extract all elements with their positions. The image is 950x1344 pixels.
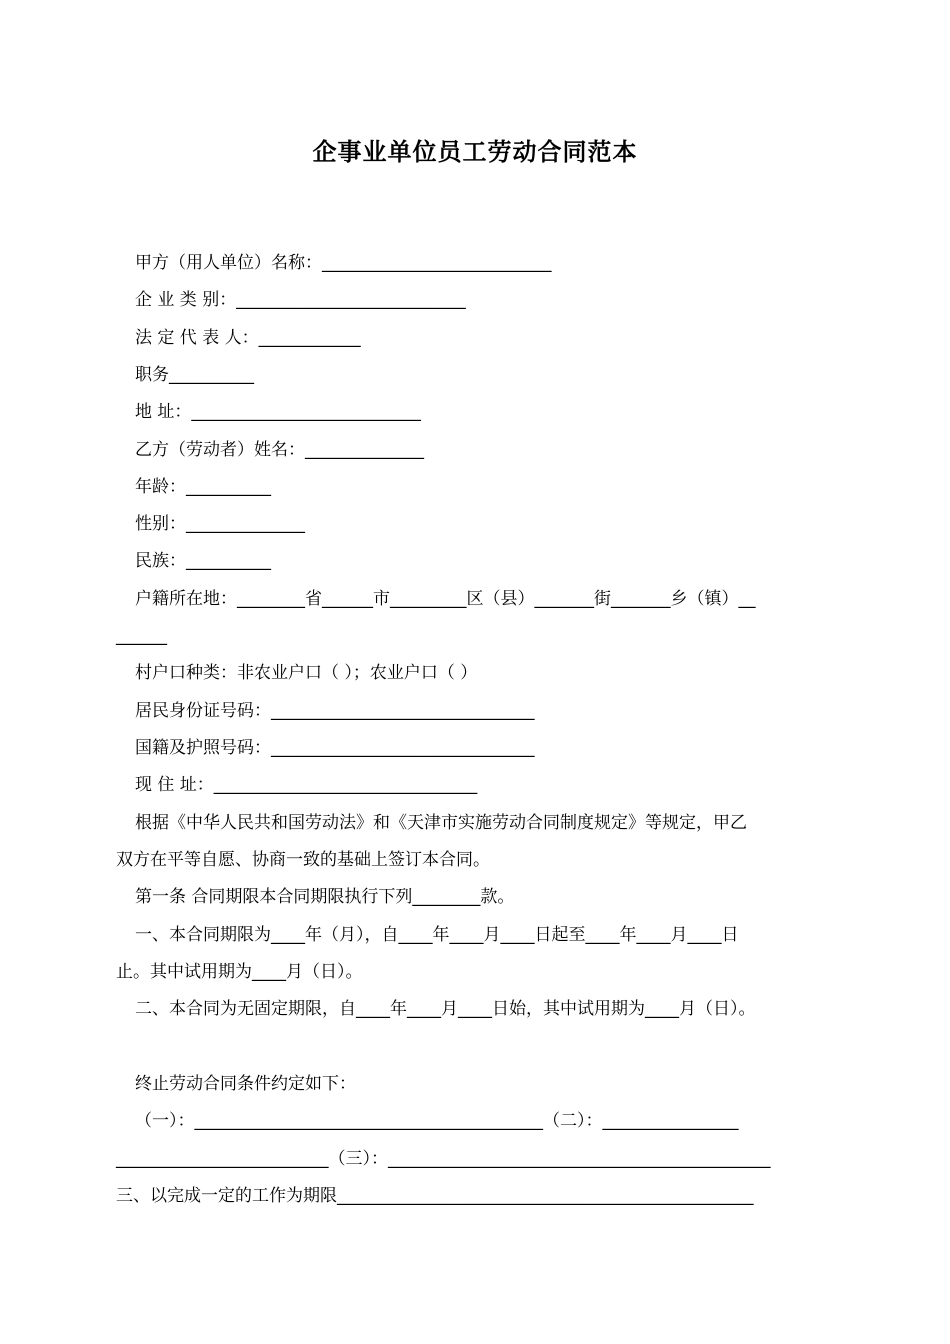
- termination-conditions-line-1: （一）：_________________________________________（二）：________________: [135, 1111, 739, 1131]
- position-line: 职务__________: [135, 365, 254, 385]
- open-term-clause-line: 二、本合同为无固定期限，自____年____月____日始，其中试用期为____月（日）。: [135, 999, 756, 1019]
- age-line: 年龄：__________: [135, 477, 271, 497]
- document-title: 企事业单位员工劳动合同范本: [312, 138, 638, 166]
- preamble-line-1: 根据《中华人民共和国劳动法》和《天津市实施劳动合同制度规定》等规定，甲乙: [135, 813, 747, 833]
- current-address-line: 现 住 址：_______________________________: [135, 775, 478, 795]
- termination-conditions-heading: 终止劳动合同条件约定如下：: [135, 1074, 356, 1094]
- nationality-passport-line: 国籍及护照号码：_______________________________: [135, 738, 535, 758]
- article-one-line: 第一条 合同期限本合同期限执行下列________款。: [135, 887, 515, 907]
- fixed-term-clause-line-1: 一、本合同期限为____年（月），自____年____月____日起至____年____月____日: [135, 925, 739, 945]
- legal-representative-line: 法 定 代 表 人：____________: [135, 328, 361, 348]
- household-type-line: 村户口种类：非农业户口（ ）；农业户口（ ）: [135, 663, 478, 683]
- employer-name-line: 甲方（用人单位）名称：___________________________: [135, 253, 552, 273]
- ethnicity-line: 民族：__________: [135, 551, 271, 571]
- household-registration-line: 户籍所在地：________省______市_________区（县）_______街_______乡（镇）__: [135, 589, 756, 609]
- employer-address-line: 地 址：___________________________: [135, 402, 421, 422]
- termination-conditions-line-2: _________________________（三）：_____________________________________________: [116, 1149, 771, 1169]
- task-based-term-line: 三、以完成一定的工作为期限_________________________________________________: [116, 1186, 754, 1206]
- employee-name-line: 乙方（劳动者）姓名：______________: [135, 440, 424, 460]
- id-number-line: 居民身份证号码：_______________________________: [135, 701, 535, 721]
- preamble-line-2: 双方在平等自愿、协商一致的基础上签订本合同。: [116, 850, 490, 870]
- household-registration-continued: ______: [116, 626, 167, 646]
- enterprise-type-line: 企 业 类 别：___________________________: [135, 290, 466, 310]
- gender-line: 性别：______________: [135, 514, 305, 534]
- fixed-term-clause-line-2: 止。其中试用期为____月（日）。: [116, 962, 363, 982]
